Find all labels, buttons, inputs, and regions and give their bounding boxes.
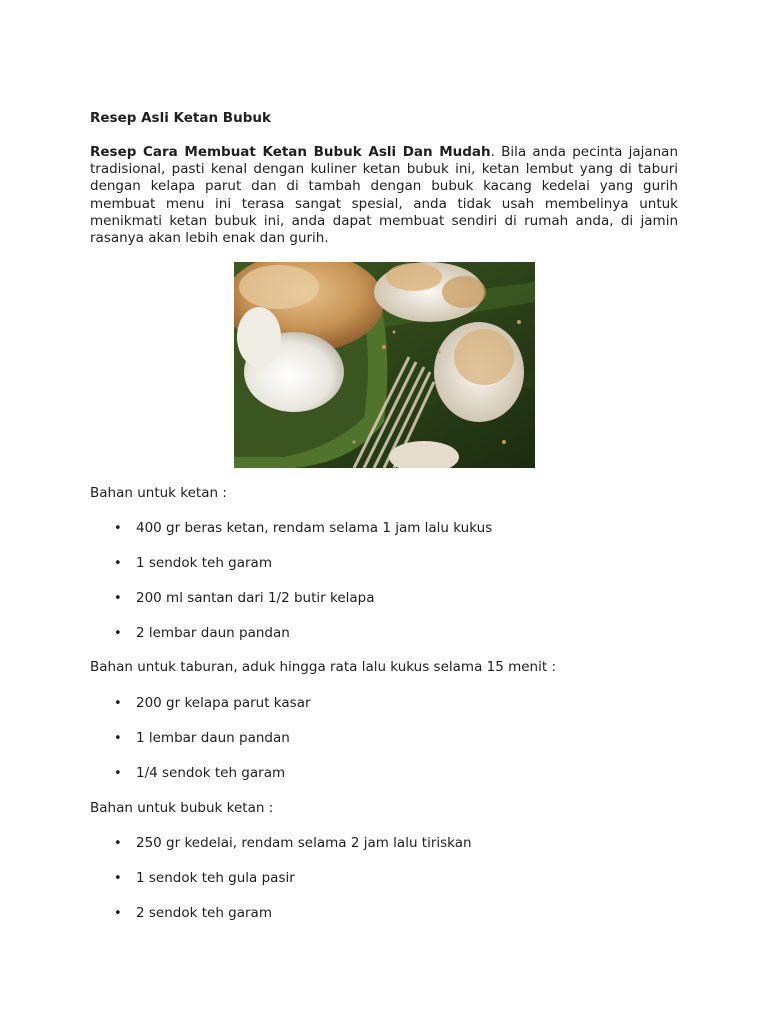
ingredient-list-bubuk (90, 835, 678, 940)
list-item: • 1/4 sendok teh garam (114, 765, 286, 781)
bullet-icon: • (114, 906, 122, 921)
list-item: • 1 sendok teh garam (114, 555, 272, 571)
bullet-icon: • (114, 556, 122, 571)
intro-paragraph (90, 144, 678, 247)
section-label-taburan: Bahan untuk taburan, aduk hingga rata lalu kukus selama 15 menit : (90, 659, 556, 675)
bullet-icon: • (114, 836, 122, 851)
bullet-icon: • (114, 626, 122, 641)
list-item: • 1 lembar daun pandan (114, 730, 290, 746)
list-item: • 2 lembar daun pandan (114, 625, 290, 641)
intro-body: . Bila anda pecinta jajanan tradisional, pasti kenal dengan kuliner ketan bubuk ini, ketan lembut yang di taburi dengan kelapa parut dan di tambah dengan bubuk kacang kedelai yang gurih membuat menu ini terasa sangat spesial, anda tidak usah membelinya untuk menikmati ketan bubuk ini, anda dapat membuat sendiri di rumah anda, di jamin rasanya akan lebih enak dan gurih. (90, 144, 679, 247)
list-item: • 250 gr kedelai, rendam selama 2 jam lalu tiriskan (114, 835, 472, 851)
ingredient-list-ketan (90, 520, 678, 660)
bullet-icon: • (114, 871, 122, 886)
bullet-icon: • (114, 591, 122, 606)
list-item: • 1 sendok teh gula pasir (114, 870, 295, 886)
list-item: • 2 sendok teh garam (114, 905, 272, 921)
ketan-bubuk-photo (234, 262, 535, 468)
ingredient-list-taburan (90, 695, 678, 800)
list-item: • 200 gr kelapa parut kasar (114, 695, 311, 711)
intro-lead: Resep Cara Membuat Ketan Bubuk Asli Dan Mudah (90, 144, 491, 160)
list-item: • 200 ml santan dari 1/2 butir kelapa (114, 590, 375, 606)
bullet-icon: • (114, 766, 122, 781)
bullet-icon: • (114, 521, 122, 536)
bullet-icon: • (114, 731, 122, 746)
document-title: Resep Asli Ketan Bubuk (90, 110, 271, 126)
section-label-bubuk: Bahan untuk bubuk ketan : (90, 800, 274, 816)
list-item: • 400 gr beras ketan, rendam selama 1 jam lalu kukus (114, 520, 493, 536)
bullet-icon: • (114, 696, 122, 711)
section-label-ketan: Bahan untuk ketan : (90, 485, 227, 501)
